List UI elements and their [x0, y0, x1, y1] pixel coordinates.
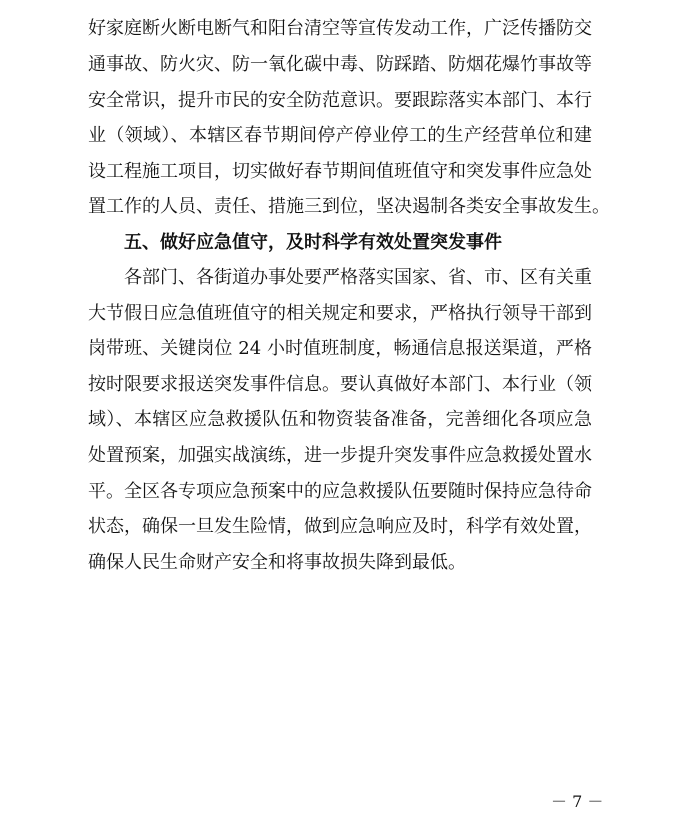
body-text-line: 大节假日应急值班值守的相关规定和要求，严格执行领导干部到	[88, 303, 592, 324]
body-text-line: 设工程施工项目，切实做好春节期间值班值守和突发事件应急处	[88, 161, 592, 182]
page-number: － 7 －	[551, 792, 604, 811]
body-text-line: 状态，确保一旦发生险情，做到应急响应及时，科学有效处置，	[88, 516, 592, 537]
body-text-line: 好家庭断火断电断气和阳台清空等宣传发动工作，广泛传播防交	[88, 18, 592, 39]
body-text-line: 平。全区各专项应急预案中的应急救援队伍要随时保持应急待命	[88, 481, 592, 502]
body-text-line: 安全常识，提升市民的安全防范意识。要跟踪落实本部门、本行	[88, 90, 592, 111]
body-text-line: 通事故、防火灾、防一氧化碳中毒、防踩踏、防烟花爆竹事故等	[88, 54, 592, 75]
body-text-line: 域）、本辖区应急救援队伍和物资装备准备，完善细化各项应急	[88, 409, 592, 430]
body-text-line: 岗带班、关键岗位 24 小时值班制度，畅通信息报送渠道，严格	[88, 338, 592, 359]
body-text-line: 处置预案，加强实战演练，进一步提升突发事件应急救援处置水	[88, 445, 592, 466]
body-text-line: 置工作的人员、责任、措施三到位，坚决遏制各类安全事故发生。	[88, 196, 610, 217]
body-text-line: 按时限要求报送突发事件信息。要认真做好本部门、本行业（领	[88, 374, 592, 395]
body-text-line: 各部门、各街道办事处要严格落实国家、省、市、区有关重	[124, 267, 592, 288]
body-text-line: 确保人民生命财产安全和将事故损失降到最低。	[88, 552, 466, 573]
section-heading: 五、做好应急值守，及时科学有效处置突发事件	[124, 232, 502, 253]
body-text-line: 业（领域）、本辖区春节期间停产停业停工的生产经营单位和建	[88, 125, 592, 146]
